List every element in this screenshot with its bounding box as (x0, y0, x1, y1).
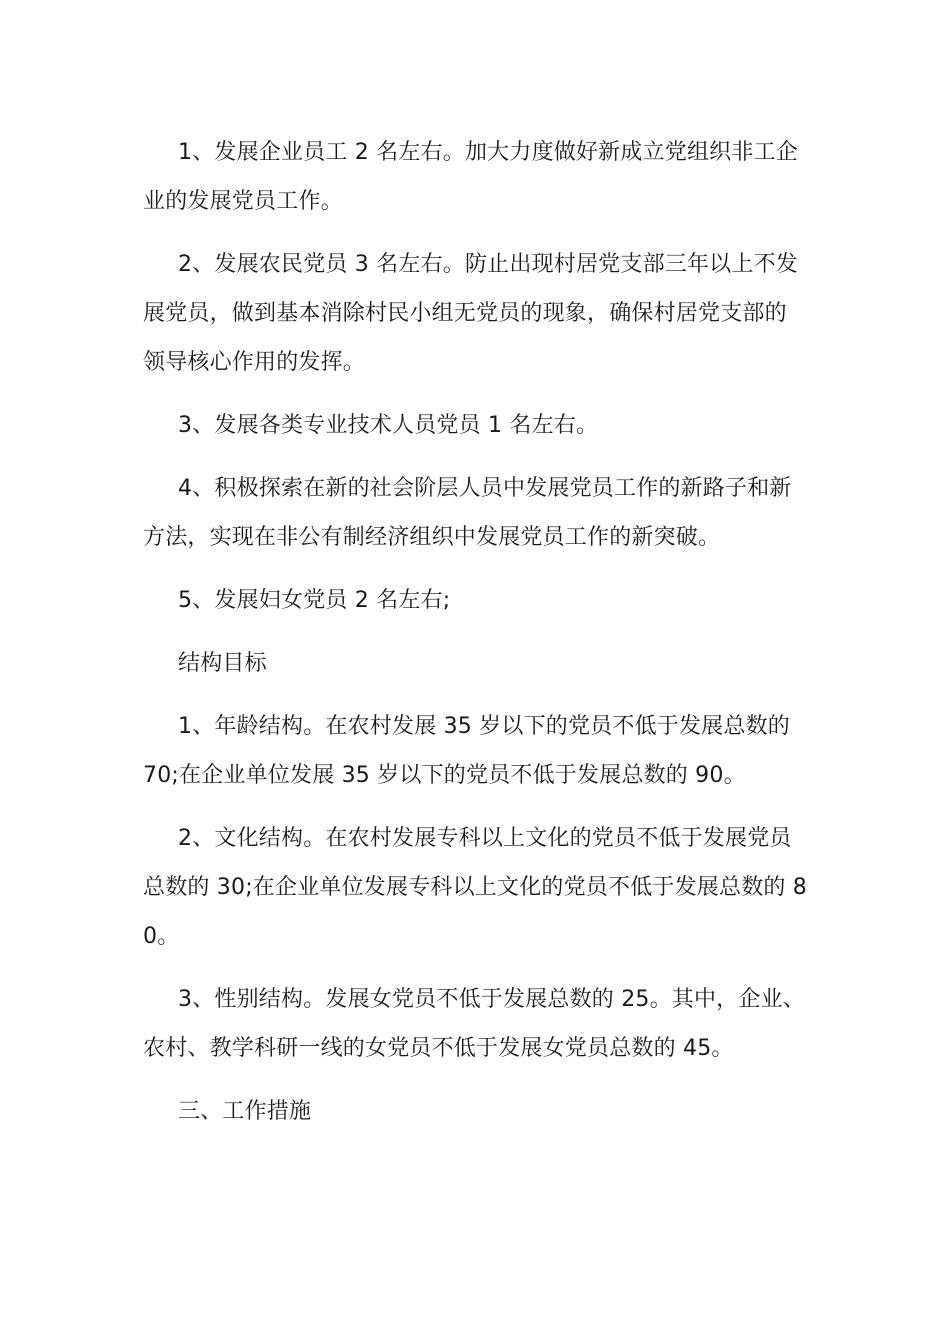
paragraph-education-structure: 2、文化结构。在农村发展专科以上文化的党员不低于发展党员总数的 30;在企业单位发展专科以上文化的党员不低于发展总数的 80。 (143, 826, 807, 949)
paragraph-new-social-strata: 4、积极探索在新的社会阶层人员中发展党员工作的新路子和新方法，实现在非公有制经济组织中发展党员工作的新突破。 (143, 476, 792, 550)
paragraph-gender-structure: 3、性别结构。发展女党员不低于发展总数的 25。其中，企业、农村、教学科研一线的女党员不低于发展女党员总数的 45。 (143, 987, 805, 1061)
paragraph-technical-staff: 3、发展各类专业技术人员党员 1 名左右。 (178, 413, 599, 438)
section-heading-work-measures: 三、工作措施 (178, 1099, 312, 1124)
paragraph-farmer-members: 2、发展农民党员 3 名左右。防止出现村居党支部三年以上不发展党员，做到基本消除村民小组无党员的现象，确保村居党支部的领导核心作用的发挥。 (143, 252, 798, 375)
section-heading-structure-goals: 结构目标 (178, 651, 267, 676)
paragraph-enterprise-staff: 1、发展企业员工 2 名左右。加大力度做好新成立党组织非工企业的发展党员工作。 (143, 140, 798, 214)
paragraph-female-members: 5、发展妇女党员 2 名左右; (178, 588, 451, 613)
paragraph-age-structure: 1、年龄结构。在农村发展 35 岁以下的党员不低于发展总数的 70;在企业单位发展 35 岁以下的党员不低于发展总数的 90。 (143, 714, 790, 788)
document-body (143, 128, 808, 1150)
